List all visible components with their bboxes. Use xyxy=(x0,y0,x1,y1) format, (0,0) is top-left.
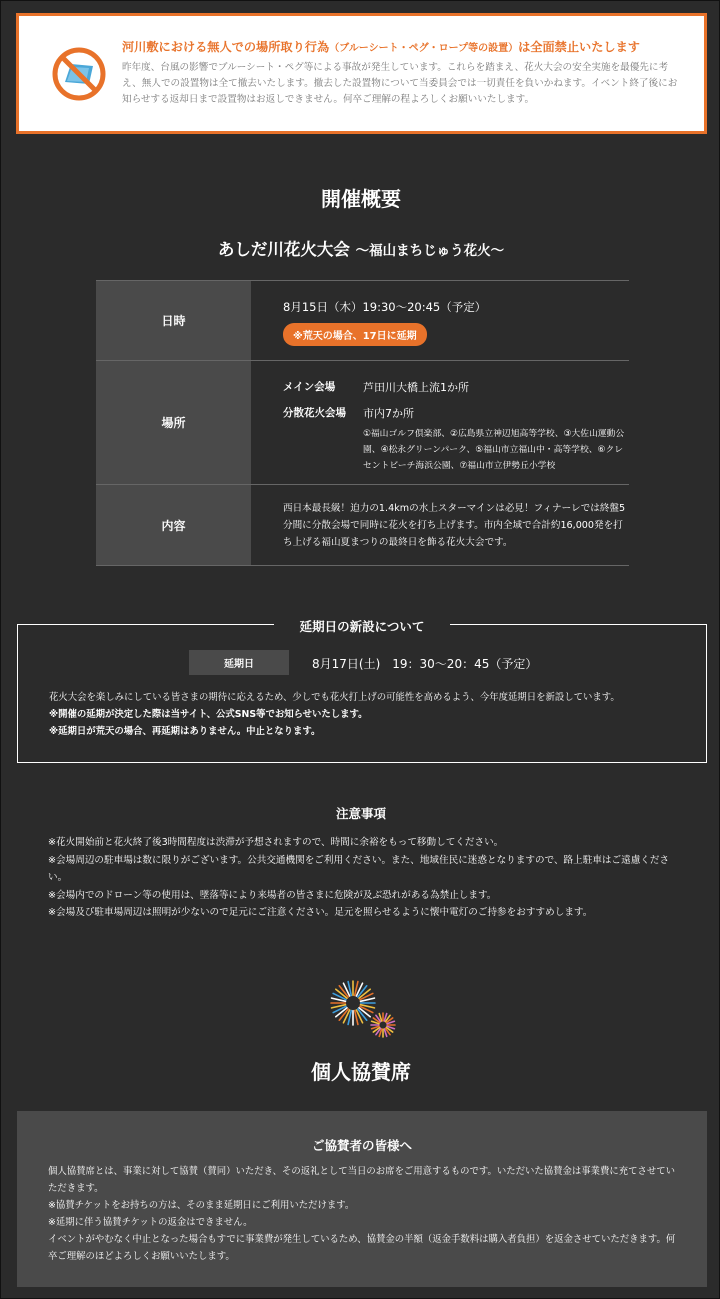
warning-title: 河川敷における無人での場所取り行為（ブルーシート・ペグ・ロープ等の設置）は全面禁止いたします xyxy=(122,40,640,54)
postpone-body: 花火大会を楽しみにしている皆さまの期待に応えるため、少しでも花火打上げの可能性を高めるよう、今年度延期日を新設しています。 ※開催の延期が決定した際は当サイト、公式SNS等でお知らせいたします。 ※延期日が荒天の場合、再延期はありません。中止となります。 xyxy=(49,692,620,737)
note-item: ※会場周辺の駐車場は数に限りがございます。公共交通機関をご利用ください。また、地域住民に迷惑となりますので、路上駐車はご遠慮ください。 xyxy=(48,854,670,883)
table-row-place xyxy=(96,361,629,485)
note-item: ※会場及び駐車場周辺は照明が少ないので足元にご注意ください。足元を照らせるように懐中電灯のご持参をおすすめします。 xyxy=(48,907,593,918)
table-row-date xyxy=(96,281,629,361)
sub-venue: 分散花火会場 市内7か所 xyxy=(283,407,414,420)
overview-table xyxy=(96,280,629,566)
sub-venue-list: ①福山ゴルフ倶楽部、②広島県立神辺旭高等学校、③大佐山運動公園、④松永グリーンパーク、⑤福山市立福山中・高等学校、⑥クレセントビーチ海浜公園、⑦福山市立伊勢丘小学校 xyxy=(363,429,625,471)
fireworks-icon xyxy=(326,976,401,1041)
row-label: 日時 xyxy=(96,281,251,360)
sponsor-box xyxy=(17,1111,707,1287)
event-description: 西日本最長級！迫力の1.4kmの水上スターマインは必見！フィナーレでは終盤5分間に分散会場で同時に花火を打ち上げます。市内全域で合計約16,000発を打ち上げる福山夏まつりの最終日を飾る花火大会です。 xyxy=(283,503,626,548)
table-row-content xyxy=(96,485,629,566)
notes-list xyxy=(48,834,688,922)
postpone-date: 8月17日(土) 19：30〜20：45（予定） xyxy=(312,657,538,671)
warning-body: 昨年度、台風の影響でブルーシート・ペグ等による事故が発生しています。これらを踏まえ、花火大会の安全実施を最優先に考え、無人での設置物は全て撤去いたします。撤去した設置物について当委員会では一切責任を負いかねます。イベント終了後にお知らせする返却日まで設置物はお返しできません。何卒ご理解の程よろしくお願いいたします。 xyxy=(122,62,678,105)
row-label: 内容 xyxy=(96,485,251,565)
postpone-box xyxy=(17,619,707,763)
overview-heading: 開催概要 xyxy=(321,187,401,211)
note-item: ※花火開始前と花火終了後3時間程度は渋滞が予想されますので、時間に余裕をもって移動してください。 xyxy=(48,837,504,848)
postpone-badge: ※荒天の場合、17日に延期 xyxy=(283,323,427,346)
warning-banner xyxy=(16,13,707,134)
notes-title: 注意事項 xyxy=(335,806,386,821)
row-label: 場所 xyxy=(96,361,251,484)
event-title: あしだ川花火大会 〜福山まちじゅう花火〜 xyxy=(217,240,505,259)
main-venue: メイン会場 芦田川大橋上流1か所 xyxy=(283,381,469,394)
sponsor-heading: 個人協賛席 xyxy=(311,1060,411,1084)
sponsor-box-title: ご協賛者の皆様へ xyxy=(311,1138,412,1153)
event-date: 8月15日（木）19:30〜20:45（予定） xyxy=(283,300,487,314)
postpone-label: 延期日 xyxy=(189,650,289,675)
sponsor-body: 個人協賛席とは、事業に対して協賛（賛同）いただき、その返礼として当日のお席をご用意するものです。いただいた協賛金は事業費に充てさせていただきます。 ※協賛チケットをお持ちの方は、そのまま延期日にご利用いただけます。 ※延期に伴う協賛チケットの返金はできません。 イベントがやむなく中止となった場合もすでに事業費が発生しているため、協賛金の半額（返金手数料は購入者負担）を返金させていただきます。何卒ご理解のほどよろしくお願いいたします。 xyxy=(48,1166,676,1262)
postpone-title: 延期日の新設について xyxy=(18,616,706,635)
note-item: ※会場内でのドローン等の使用は、墜落等により来場者の皆さまに危険が及ぶ恐れがある為禁止します。 xyxy=(48,889,497,901)
no-tarp-icon xyxy=(51,46,107,102)
